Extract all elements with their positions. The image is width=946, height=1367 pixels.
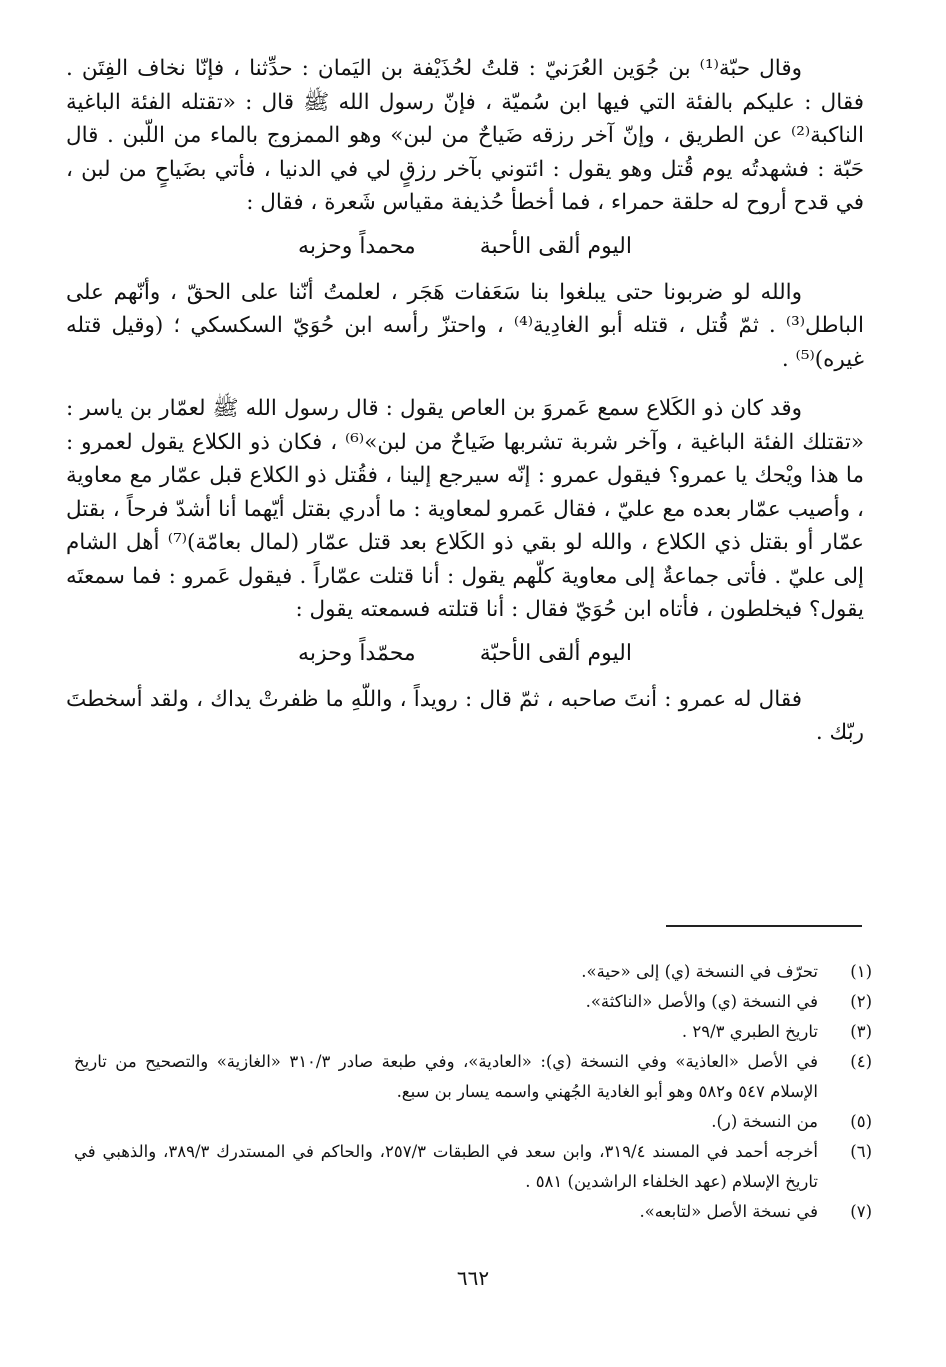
footnotes [74, 957, 872, 1227]
footnote-item [74, 1197, 872, 1227]
verse-2-hemistich-left: محمّداً وحزبه [298, 640, 416, 666]
footnote-item [74, 1137, 872, 1197]
footnote-number: (١) [850, 962, 872, 981]
footnote-text: تحرّف في النسخة (ي) إلى «حية». [581, 962, 818, 981]
footnote-item [74, 1017, 872, 1047]
main-text [66, 52, 864, 750]
footnote-text: أخرجه أحمد في المسند ٣١٩/٤، وابن سعد في الطبقات ٢٥٧/٣، والحاكم في المستدرك ٣٨٩/٣، والذهبي في تاريخ الإسلام (عهد الخلفاء الراشدين) ٥٨١ . [74, 1142, 818, 1191]
verse-2-hemistich-right: اليوم ألقى الأحبّة [479, 640, 632, 666]
verse-1-hemistich-left: محمداً وحزبه [298, 233, 416, 259]
footnote-number: (٢) [850, 992, 872, 1011]
footnote-number: (٤) [850, 1052, 872, 1071]
footnote-text: تاريخ الطبري ٢٩/٣ . [681, 1022, 818, 1041]
paragraph-4: فقال له عمرو : أنتَ صاحبه ، ثمّ قال : رويداً ، واللّهِ ما ظفرتْ يداك ، ولقد أسخطتَ ربّك . [66, 686, 864, 745]
footnote-item [74, 1047, 872, 1107]
footnote-text: في الأصل «العاذية» وفي النسخة (ي): «العادية»، وفي طبعة صادر ٣١٠/٣ «الغازية» والتصحيح من تاريخ الإسلام ٥٤٧ و٥٨٢ وهو أبو الغادية الجُهني واسمه يسار بن سبع. [74, 1052, 818, 1101]
footnote-text: في نسخة الأصل «لتابعه». [639, 1202, 818, 1221]
verse-1-hemistich-right: اليوم ألقى الأحبة [479, 233, 632, 259]
footnote-number: (٦) [850, 1142, 872, 1161]
footnote-item [74, 987, 872, 1017]
verse-2 [66, 637, 864, 671]
footnote-separator [666, 925, 862, 927]
footnote-item [74, 957, 872, 987]
paragraph-1: وقال حبّة⁽¹⁾ بن جُوَين العُرَنيّ : قلتُ لحُذَيْفة بن اليَمان : حدِّثنا ، فإنّا نخاف الفِتَن . فقال : عليكم بالفئة التي فيها ابن سُميّة ، فإنّ رسول الله ﷺ قال : «تقتله الفئة الباغية الناكبة⁽²⁾ عن الطريق ، وإنّ آخر رزقه ضَياحٌ من لبن» وهو الممزوج بالماء من اللّبن . قال حَبّة : فشهدتُه يوم قُتل وهو يقول : ائتوني بآخر رزقٍ لي في الدنيا ، فأتي بضَياحٍ من لبن ، في قدح أروح له حلقة حمراء ، فما أخطأ حُذيفة مقياس شَعرة ، فقال : [66, 56, 864, 215]
footnote-item [74, 1107, 872, 1137]
footnote-text: من النسخة (ر). [711, 1112, 818, 1131]
paragraph-2: والله لو ضربونا حتى يبلغوا بنا سَعَفات هَجَر ، لعلمتُ أنّنا على الحقّ ، وأنّهم على الباطل⁽³⁾ . ثمّ قُتل ، قتله أبو الغادِية⁽⁴⁾ ، واحتزّ رأسه ابن حُوَيّ السكسكي ؛ (وقيل قتله غيره)⁽⁵⁾ . [66, 279, 864, 372]
footnote-text: في النسخة (ي) والأصل «الناكثة». [585, 992, 818, 1011]
footnote-number: (٣) [850, 1022, 872, 1041]
footnote-number: (٧) [850, 1202, 872, 1221]
footnote-number: (٥) [850, 1112, 872, 1131]
verse-1 [66, 230, 864, 264]
page-number: ٦٦٢ [456, 1266, 490, 1290]
paragraph-3: وقد كان ذو الكَلاع سمع عَمروَ بن العاص يقول : قال رسول الله ﷺ لعمّار بن ياسر : «تقتلك الفئة الباغية ، وآخر شربة تشربها ضَياحٌ من لبن»⁽⁶⁾ ، فكان ذو الكلاع يقول لعمرو : ما هذا ويْحك يا عمرو؟ فيقول عمرو : إنّه سيرجع إلينا ، فقُتل ذو الكلاع قبل عمّار مع معاوية ، وأصيب عمّار بعده مع عليّ ، فقال عَمرو لمعاوية : ما أدري بقتل أيّهما أنا أشدّ فرحاً ، بقتل عمّار أو بقتل ذي الكلاع ، والله لو بقي ذو الكَلاع بعد قتل عمّار (لمال بعامّة)⁽⁷⁾ أهل الشام إلى عليّ . فأتى جماعةٌ إلى معاوية كلّهم يقول : أنا قتلت عمّاراً . فيقول عَمرو : فما سمعتَه يقول؟ فيخلطون ، فأتاه ابن حُوَيّ فقال : أنا قتلته فسمعته يقول : [66, 396, 864, 622]
